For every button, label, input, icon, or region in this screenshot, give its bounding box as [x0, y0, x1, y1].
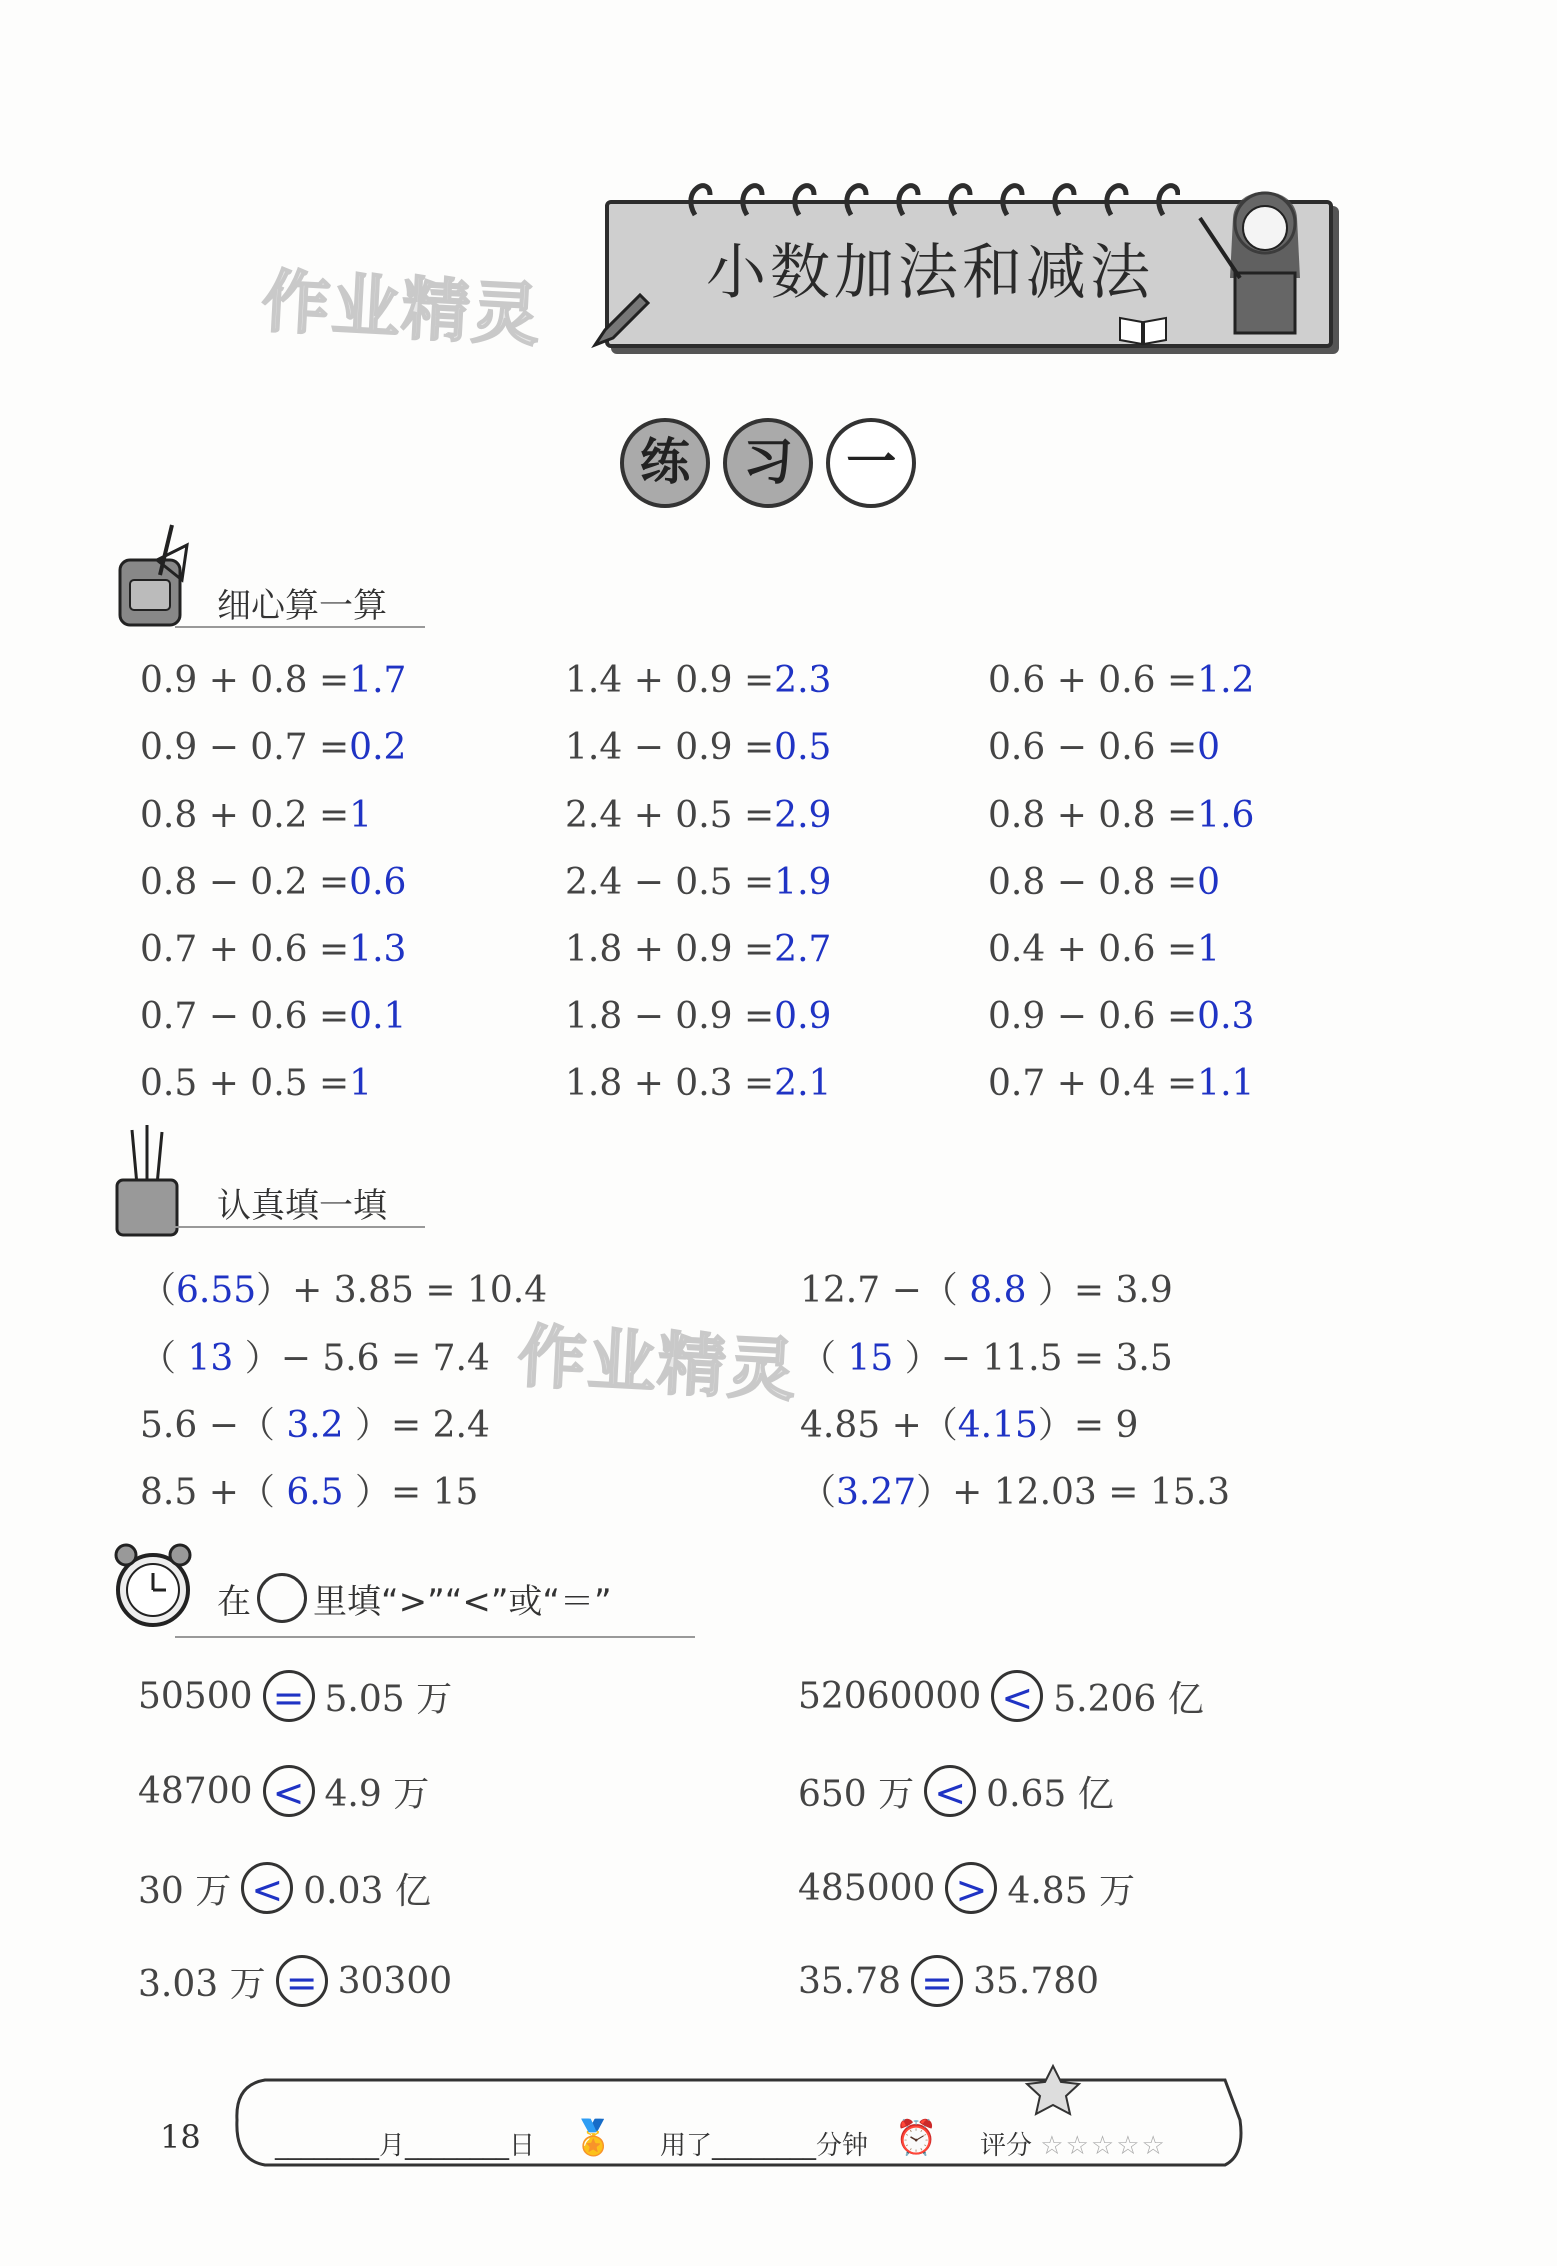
compare-left: 52060000	[798, 1675, 982, 1717]
fill-equation	[140, 1262, 547, 1313]
fill-post: ）= 15	[343, 1472, 479, 1513]
calc-answer: 0.9	[774, 996, 832, 1037]
fill-pre: （	[140, 1338, 188, 1379]
book-icon	[1118, 312, 1168, 346]
fill-equation	[800, 1262, 1173, 1313]
compare-right: 4.85 万	[1007, 1870, 1136, 1912]
calc-equation	[140, 1063, 372, 1104]
calc-question: 0.7 − 0.6 =	[140, 996, 350, 1037]
badge-lian: 练	[620, 418, 710, 508]
calc-answer: 1.3	[349, 929, 407, 970]
compare-left: 3.03 万	[138, 1963, 266, 2005]
section-title-compare	[217, 1573, 612, 1623]
calc-question: 0.6 − 0.6 =	[988, 727, 1198, 768]
compare-left: 48700	[138, 1770, 253, 1812]
fill-post: ）= 2.4	[343, 1405, 490, 1446]
calc-answer: 0.5	[774, 727, 832, 768]
calc-question: 0.8 − 0.8 =	[988, 862, 1198, 903]
fill-ans: 6.55	[176, 1270, 257, 1311]
calc-equation	[988, 862, 1220, 903]
section-title-compare-prefix: 在	[217, 1581, 251, 1622]
compare-operator: <	[991, 1670, 1043, 1722]
calc-question: 0.6 + 0.6 =	[988, 660, 1198, 701]
calc-equation	[140, 660, 406, 701]
section-underline-calc	[175, 626, 425, 628]
fill-equation	[140, 1464, 478, 1515]
compare-item	[798, 1670, 1204, 1722]
spiral-rings-icon	[680, 170, 1180, 230]
calc-answer: 0	[1197, 862, 1221, 903]
compare-right: 0.65 亿	[986, 1773, 1114, 1815]
calc-answer: 1	[349, 795, 373, 836]
medal-icon: 🏅	[572, 2118, 615, 2158]
compare-operator: =	[263, 1670, 315, 1722]
calc-equation	[565, 996, 831, 1037]
page-title: 小数加法和减法	[706, 238, 1154, 308]
compare-operator: <	[241, 1862, 293, 1914]
compare-item	[798, 1955, 1099, 2007]
calc-question: 1.8 − 0.9 =	[565, 996, 775, 1037]
fill-equation	[800, 1464, 1230, 1515]
fill-pre: 12.7 −（	[800, 1270, 970, 1311]
compare-right: 30300	[337, 1960, 453, 2002]
calc-question: 0.7 + 0.4 =	[988, 1063, 1198, 1104]
pencil-cup-icon	[112, 1120, 182, 1240]
calc-equation	[565, 660, 831, 701]
compare-left: 30 万	[138, 1870, 232, 1912]
calc-equation	[565, 1063, 831, 1104]
compare-right: 0.03 亿	[303, 1870, 431, 1912]
calc-answer: 1.7	[349, 660, 407, 701]
calc-question: 0.9 − 0.6 =	[988, 996, 1198, 1037]
compare-operator: =	[911, 1955, 963, 2007]
fill-post: ）− 11.5 = 3.5	[893, 1338, 1173, 1379]
calc-answer: 1.1	[1197, 1063, 1255, 1104]
calc-equation	[565, 727, 831, 768]
compare-item	[138, 1862, 431, 1914]
fill-post: ）+ 12.03 = 15.3	[916, 1472, 1231, 1513]
fill-ans: 4.15	[957, 1405, 1038, 1446]
compare-right: 35.780	[973, 1960, 1100, 2002]
teacher-illustration-icon	[1195, 178, 1325, 338]
fill-equation	[800, 1397, 1138, 1448]
calc-equation	[140, 862, 406, 903]
calc-answer: 0.1	[349, 996, 407, 1037]
compare-left: 485000	[798, 1867, 936, 1909]
calc-equation	[565, 929, 831, 970]
clock-icon: ⏰	[895, 2118, 938, 2158]
badge-yi: 一	[826, 418, 916, 508]
calc-equation	[565, 862, 831, 903]
compare-item	[138, 1955, 452, 2007]
calc-question: 0.5 + 0.5 =	[140, 1063, 350, 1104]
footer-date-line: ________月________日	[275, 2131, 536, 2161]
calc-equation	[988, 795, 1254, 836]
fill-ans: 3.27	[836, 1472, 917, 1513]
footer-day: 日	[509, 2131, 536, 2161]
fill-ans: 3.2	[286, 1405, 344, 1446]
watermark-middle: 作业精灵	[515, 1317, 800, 1412]
compare-operator: <	[263, 1765, 315, 1817]
calc-question: 0.9 + 0.8 =	[140, 660, 350, 701]
footer-time-line: 用了________分钟	[660, 2131, 869, 2161]
calc-question: 0.9 − 0.7 =	[140, 727, 350, 768]
fill-ans: 6.5	[286, 1472, 344, 1513]
backpack-icon	[112, 520, 192, 630]
calc-question: 0.8 + 0.8 =	[988, 795, 1198, 836]
pencil-icon	[590, 290, 650, 350]
calc-answer: 2.9	[774, 795, 832, 836]
calc-answer: 1.9	[774, 862, 832, 903]
calc-answer: 0	[1197, 727, 1221, 768]
fill-post: ）= 3.9	[1026, 1270, 1173, 1311]
calc-answer: 1	[349, 1063, 373, 1104]
fill-pre: 5.6 −（	[140, 1405, 287, 1446]
calc-equation	[140, 996, 406, 1037]
compare-left: 650 万	[798, 1773, 915, 1815]
compare-operator: >	[945, 1862, 997, 1914]
calc-equation	[565, 795, 831, 836]
score-stars-icon: ☆☆☆☆☆	[1040, 2131, 1167, 2161]
compare-operator: =	[276, 1955, 328, 2007]
fill-pre: （	[800, 1472, 837, 1513]
fill-ans: 13	[187, 1338, 234, 1379]
compare-item	[798, 1765, 1114, 1817]
calc-equation	[140, 795, 372, 836]
fill-equation	[140, 1397, 490, 1448]
calc-question: 1.8 + 0.3 =	[565, 1063, 775, 1104]
compare-left: 35.78	[798, 1960, 902, 2002]
calc-question: 0.7 + 0.6 =	[140, 929, 350, 970]
fill-equation	[140, 1330, 490, 1381]
calc-equation	[988, 929, 1220, 970]
compare-item	[138, 1670, 452, 1722]
calc-equation	[988, 1063, 1254, 1104]
compare-right: 5.05 万	[324, 1678, 453, 1720]
section-title-fill: 认真填一填	[217, 1186, 387, 1226]
calc-question: 0.8 + 0.2 =	[140, 795, 350, 836]
calc-equation	[140, 929, 406, 970]
page-number: 18	[160, 2118, 201, 2156]
section-underline-fill	[175, 1226, 425, 1228]
compare-operator: <	[924, 1765, 976, 1817]
calc-answer: 2.7	[774, 929, 832, 970]
fill-ans: 15	[847, 1338, 894, 1379]
calc-answer: 0.6	[349, 862, 407, 903]
watermark-top: 作业精灵	[259, 262, 544, 357]
footer-month: 月	[379, 2131, 406, 2161]
calc-equation	[988, 727, 1220, 768]
footer-score-label: 评分	[980, 2131, 1033, 2161]
calc-answer: 0.3	[1197, 996, 1255, 1037]
fill-pre: 4.85 +（	[800, 1405, 958, 1446]
compare-left: 50500	[138, 1675, 253, 1717]
calc-question: 2.4 + 0.5 =	[565, 795, 775, 836]
calc-answer: 1	[1197, 929, 1221, 970]
fill-post: ）− 5.6 = 7.4	[233, 1338, 490, 1379]
calc-answer: 2.3	[774, 660, 832, 701]
empty-circle-icon	[257, 1573, 307, 1623]
fill-pre: （	[800, 1338, 848, 1379]
footer-score	[980, 2125, 1167, 2162]
calc-answer: 0.2	[349, 727, 407, 768]
section-title-compare-suffix: 里填“>”“<”或“＝”	[313, 1581, 612, 1622]
footer-minutes: 分钟	[816, 2131, 869, 2161]
calc-equation	[988, 996, 1254, 1037]
fill-ans: 8.8	[969, 1270, 1027, 1311]
fill-pre: （	[140, 1270, 177, 1311]
calc-question: 2.4 − 0.5 =	[565, 862, 775, 903]
badge-xi: 习	[723, 418, 813, 508]
footer-used: 用了	[660, 2131, 713, 2161]
calc-equation	[140, 727, 406, 768]
exercise-badges	[620, 418, 924, 508]
fill-pre: 8.5 +（	[140, 1472, 287, 1513]
compare-right: 4.9 万	[324, 1773, 430, 1815]
section-title-calc: 细心算一算	[217, 586, 387, 626]
fill-post: ）= 9	[1037, 1405, 1139, 1446]
alarm-clock-icon	[108, 1535, 198, 1635]
calc-question: 0.8 − 0.2 =	[140, 862, 350, 903]
calc-question: 0.4 + 0.6 =	[988, 929, 1198, 970]
calc-question: 1.4 − 0.9 =	[565, 727, 775, 768]
calc-answer: 1.6	[1197, 795, 1255, 836]
section-underline-compare	[175, 1636, 695, 1638]
calc-answer: 1.2	[1197, 660, 1255, 701]
compare-item	[138, 1765, 429, 1817]
footer-frame	[225, 2060, 1255, 2180]
calc-question: 1.8 + 0.9 =	[565, 929, 775, 970]
calc-question: 1.4 + 0.9 =	[565, 660, 775, 701]
fill-post: ）+ 3.85 = 10.4	[256, 1270, 548, 1311]
compare-right: 5.206 亿	[1053, 1678, 1204, 1720]
fill-equation	[800, 1330, 1173, 1381]
compare-item	[798, 1862, 1135, 1914]
calc-answer: 2.1	[774, 1063, 832, 1104]
calc-equation	[988, 660, 1254, 701]
